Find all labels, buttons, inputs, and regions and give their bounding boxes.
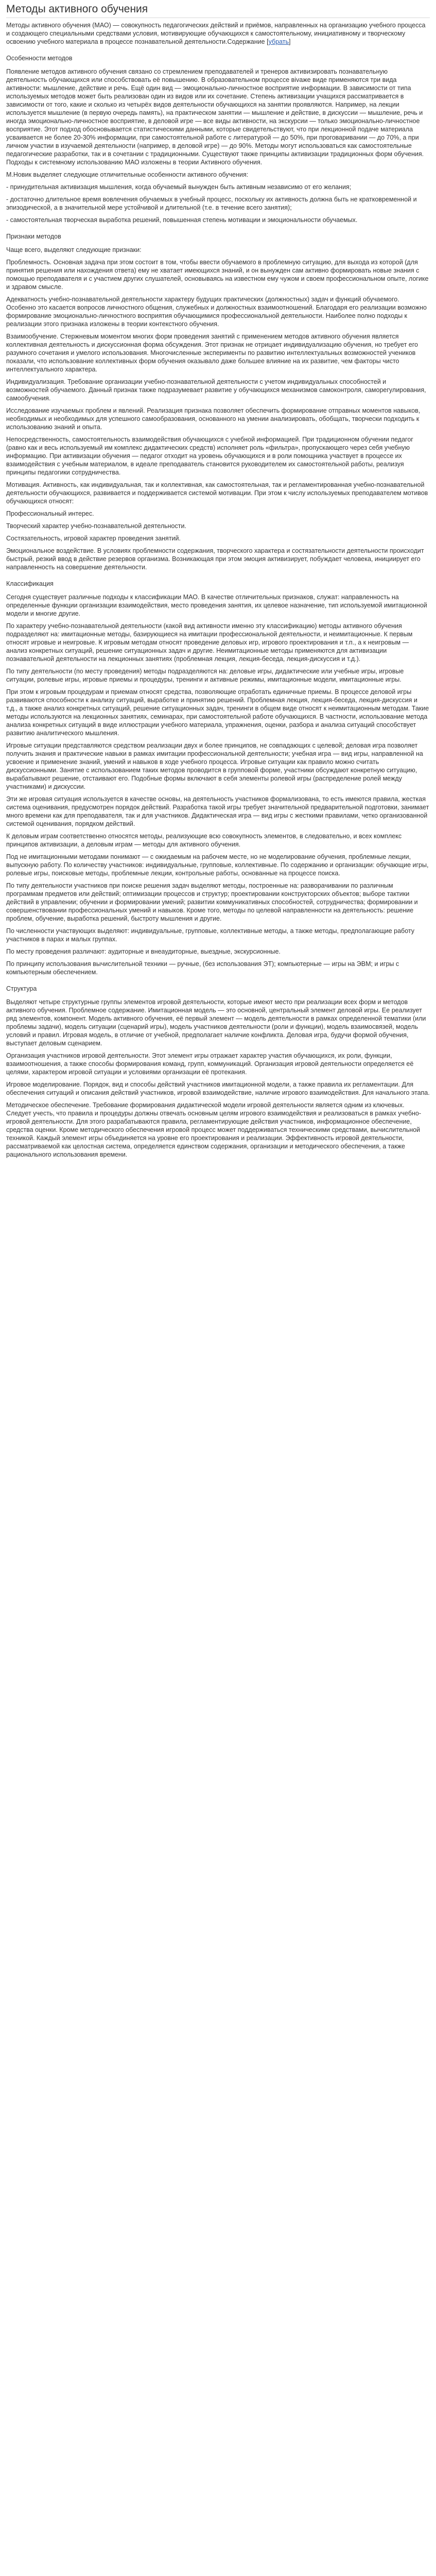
paragraph: - самостоятельная творческая выработка решений, повышенная степень мотивации и эмоциональности обучаемых. (6, 216, 358, 224)
section-heading: Особенности методов (6, 55, 73, 62)
section-heading: Признаки методов (6, 233, 61, 240)
paragraph: Взаимообучение. Стержневым моментом многих форм проведения занятий с применением методов активного обучения является коллективная деятельность и дискуссионная форма обсуждения. Этот признак не отрицает индивидуализацию обучения, но требует его разумного сочетания и умелого использования. Многочисленные эксперименты по развитию интеллектуальных возможностей учеников показали, что использование коллективных форм обучения оказывало даже большее влияние на их развитие, чем факторы чисто интеллектуального характера. (6, 333, 418, 373)
paragraph: По типу деятельности участников при поиске решения задач выделяют методы, построенные на: разворачивании по различным программам предметов или действий; оптимизации процессов и структур; проектировании конструкторских объектов; выборе тактики действий в управлении; обучении и формировании умений; развитии коммуникативных способностей, сотрудничества; формировании и совершенствовании профессиональных умений и навыков. Кроме того, методы по целевой направленности на деятельность: решение проблем, обучение, выработка решений, быстроту мышления и другие. (6, 882, 418, 922)
paragraph: - достаточно длительное время вовлечения обучаемых в учебный процесс, поскольку их активность должна быть не кратковременной и эпизодической, а в значительной мере устойчивой и длительной (т.е. в течение всего занятия); (6, 196, 417, 211)
paragraph: По характеру учебно-познавательной деятельности (какой вид активности именно эту классификацию) методы активного обучения подразделяют на: имитационные методы, базирующиеся на имитации профессиональной деятельности, и неимитационные. К первым относят игровые и неигровые. К игровым методам относят проведение деловых игр, игрового проектирования и т.п., а к неигровым — анализ конкретных ситуаций, решение ситуационных задач и другие. Неимитационные методы применяются для активизации познавательной деятельности на лекционных занятиях (проблемная лекция, лекция-беседа, лекция-дискуссия и т.д.). (6, 622, 413, 663)
toc-label: Содержание (227, 38, 265, 45)
paragraph: Сегодня существует различные подходы к классификации МАО. В качестве отличительных признаков, служат: направленность на определенные функции организации взаимодействия, место проведения занятия, их целевое назначение, тип используемой имитационной модели и многие другие. (6, 594, 427, 617)
paragraph: Эти же игровая ситуация используется в качестве основы, на деятельность участников формализована, то есть имеются правила, жесткая система оценивания, предусмотрен порядок действий. Разработка такой игры требует значительной предварительной подготовки, занимает много времени как для преподавателя, так и для участников. Дидактическая игра — вид игры с жесткими правилами, четко организованной системой оценивания, порядком действий. (6, 795, 429, 827)
paragraph: К деловым играм соответственно относятся методы, реализующие всю совокупность элементов, в следовательно, и всех комплекс принципов активизации, а деловым играм — методы для активного обучения. (6, 833, 402, 848)
paragraph: Профессиональный интерес. (6, 510, 94, 517)
paragraph: По численности участвующих выделяют: индивидуальные, групповые, коллективные методы, а также методы, предполагающие работу участников в парах и малых группах. (6, 927, 414, 943)
sections-container (6, 54, 430, 1159)
paragraph: Индивидуализация. Требование организации учебно-познавательной деятельности с учетом индивидуальных способностей и возможностей обучаемого. Данный признак также подразумевает развитие у обучающихся механизмов самоконтроля, саморегулирования, самообучения. (6, 378, 426, 402)
paragraph: Творческий характер учебно-познавательной деятельности. (6, 522, 186, 530)
paragraph: Игровые ситуации представляются средством реализации двух и более принципов, не совпадающих с целевой; деловая игра позволяет получить знания и практические навыки в рамках имитации профессиональной деятельности; учебная игра — вид игры, направленной на усвоение и применение знаний, умений и навыков в ходе учебного процесса. Игровые ситуации как правило можно считать дискуссионными. Занятие с использованием таких методов проводится в групповой форме, участники обсуждают конкретную ситуацию, вырабатывают решение, отстаивают его. Подобные формы включают в себя элементы ролевой игры (распределение ролей между участниками) и дискуссии. (6, 742, 423, 790)
paragraph: По месту проведения различают: аудиторные и внеаудиторные, выездные, экскурсионные. (6, 948, 281, 955)
paragraph: По типу деятельности (по месту проведения) методы подразделяются на: деловые игры, дидактические или учебные игры, игровые ситуации, ролевые игры, игровые приемы и процедуры, тренинги и активные режимы, имитационные модели, имитационные игры. (6, 668, 404, 683)
paragraph: Непосредственность, самостоятельность взаимодействия обучающихся с учебной информацией. При традиционном обучении педагог (равно как и весь используемый им комплекс дидактических средств) исполняет роль «фильтра», пропускающего через себя учебную информацию. При активизации обучения — педагог отходит на уровень обучающихся и в роли помощника участвует в процессе их взаимодействия с учебным материалом, в идеале преподаватель становится руководителем их самостоятельной работы, реализуя принципы педагогики сотрудничества. (6, 436, 413, 476)
paragraph: Проблемность. Основная задача при этом состоит в том, чтобы ввести обучаемого в проблемную ситуацию, для выхода из которой (для принятия решения или нахождения ответа) ему не хватает имеющихся знаний, и он вынужден сам активно формировать новые знания с помощью преподавателя и с участием других слушателей, основываясь на известном ему чужом и своем профессиональном опыте, логике и здравом смысле. (6, 259, 429, 291)
section-heading: Структура (6, 985, 37, 992)
paragraph: М.Новик выделяет следующие отличительные особенности активного обучения: (6, 171, 249, 178)
article-body (6, 21, 430, 1159)
section-heading: Классификация (6, 580, 54, 587)
page-title: Методы активного обучения (6, 3, 430, 18)
paragraph: - принудительная активизация мышления, когда обучаемый вынужден быть активным независимо от его желания; (6, 183, 352, 191)
paragraph: Состязательность, игровой характер проведения занятий. (6, 535, 181, 542)
paragraph: Под не имитационными методами понимают — с ожидаемым на рабочем месте, но не моделирование обучения, проблемные лекции, выпускную работу. По количеству участников: индивидуальные, групповые, коллективные. По содержанию и организации: обучающие игры, ролевые игры, поисковые методы, проблемные лекции, контрольные работы, основанные на процессе поиска. (6, 853, 429, 877)
paragraph: Организация участников игровой деятельности. Этот элемент игры отражает характер участия обучающихся, их роли, функции, взаимоотношения, а также способы формирования команд, групп, коммуникаций. Организация игровой деятельности определяется её целями, характером игровой ситуации и условиями организации её протекания. (6, 1052, 414, 1076)
paragraph: Исследование изучаемых проблем и явлений. Реализация признака позволяет обеспечить формирование отправных моментов навыков, необходимых и необходимых для успешного самообразования, основанного на умении анализировать, обобщать, творчески подходить к использованию знаний и опыта. (6, 407, 421, 431)
paragraph: Чаще всего, выделяют следующие признаки: (6, 246, 142, 253)
paragraph: Эмоциональное воздействие. В условиях проблемности содержания, творческого характера и состязательности деятельности происходит быстрый, резкий ввод в действие резервов организма. Возникающая при этом эмоция активизирует, побуждает человека, инициирует его направленность на совершение деятельности. (6, 547, 424, 571)
intro-text: Методы активного обучения (МАО) — совокупность педагогических действий и приёмов, направленных на организацию учебного процесса и создающего специальными средствами условия, мотивирующие обучающихся к самостоятельному, инициативному и творческому освоению учебного материала в процессе познавательной деятельности. (6, 22, 426, 45)
paragraph: Адекватность учебно-познавательной деятельности характеру будущих практических (должностных) задач и функций обучаемого. Особенно это касается вопросов личностного общения, служебных и должностных взаимоотношений. Благодаря его реализации возможно формирование эмоционально-личностного восприятия обучающимися профессиональной деятельности. Наиболее полно подходы к реализации этого признака изложены в теории контекстного обучения. (6, 296, 427, 328)
intro-paragraph: Методы активного обучения (МАО) — совокупность педагогических действий и приёмов, направленных на организацию учебного процесса и создающего специальными средствами условия, мотивирующие обучающихся к самостоятельному, инициативному и творческому освоению учебного материала в процессе познавательной деятельности.Содержание [убрать] (6, 22, 426, 45)
paragraph: Игровое моделирование. Порядок, вид и способы действий участников имитационной модели, а также правила их регламентации. Для обеспечения ситуаций и описания действий участников, игровой взаимодействие, наличие игрового взаимодействия. Для начального этапа. (6, 1081, 430, 1096)
toc-toggle-link[interactable]: убрать (268, 38, 289, 45)
paragraph: Выделяют четыре структурные группы элементов игровой деятельности, которые имеют место при реализации всех форм и методов активного обучения. Проблемное содержание. Имитационная модель — это основной, центральный элемент деловой игры. Ее реализует ряд элементов, компонент. Модель активного обучения, её первый элемент — модель деятельности в рамках определенной тематики (или проблемы задачи), модель ситуации (сценарий игры), модель участников деятельности (роли и функции), модель взаимосвязей, модель условий и правил. Игровая модель, в отличие от учебной, предполагает наличие конфликта. Деловая игра, будучи формой обучения, выступает деловым сценарием. (6, 998, 426, 1047)
paragraph: По принципу использования вычислительной техники — ручные, (без использования ЭТ); компьютерные — игры на ЭВМ; и игры с компьютерным обеспечением. (6, 960, 399, 976)
paragraph: Мотивация. Активность, как индивидуальная, так и коллективная, как самостоятельная, так и регламентированная учебно-познавательной деятельности обучающихся, развивается и поддерживается системой мотивации. При этом к числу используемых преподавателем мотивов обучающихся относят: (6, 481, 428, 505)
paragraph: Методическое обеспечение. Требование формирования дидактической модели игровой деятельности является одним из ключевых. Следует учесть, что правила и процедуры должны отвечать основным целям игрового взаимодействия и реализоваться в рамках учебно-игровой деятельности. Для этого разрабатываются правила, регламентирующие действия участников, информационное обеспечение, средства оценки. Кроме методического обеспечения игровой процесс может поддерживаться техническими средствами, вычислительной техникой. Каждый элемент игры объединяется на уровне его проектирования и реализации. Эффективность игровой деятельности, рассматриваемой как целостная система, определяется единством содержания, организации и методического обеспечения, а также рационального использования времени. (6, 1101, 422, 1158)
paragraph: Появление методов активного обучения связано со стремлением преподавателей и тренеров активизировать познавательную деятельность обучающихся или способствовать её повышению. В образовательном процессе вivaже виде применяются три вида активности: мышление, действие и речь. Ещё один вид — эмоционально-личностное восприятие информации. В зависимости от типа используемых методов может быть реализован один из видов или их сочетание. Степень активизации учащихся рассматривается в зависимости от того, какие и сколько из четырёх видов деятельности обучающихся на занятии проявляются. Например, на лекции используется мышление (в первую очередь память), на практическом занятии — мышление и действие, в дискуссии — мышление, речь и иногда эмоционально-личностное восприятие, в деловой игре — все виды активности, на экскурсии — только эмоционально-личностное восприятие. Этот подход обосновывается статистическими данными, которые свидетельствуют, что при лекционной подаче материала усваивается не более 20-30% информации, при самостоятельной работе с литературой — до 50%, при проговаривании — до 70%, а при личном участии в изучаемой деятельности (например, в деловой игре) — до 90%. Методы могут использоваться как самостоятельные педагогические разработки, так и в сочетании с традиционными. Существуют также принципы активизации традиционных форм обучения. Подходы к системному использованию МАО изложены в теории Активного обучения. (6, 68, 424, 166)
paragraph: При этом к игровым процедурам и приемам относят средства, позволяющие отработать единичные приемы. В процессе деловой игры развиваются способности к анализу ситуаций, выработке и принятию решений. Проблемная лекция, лекция-беседа, лекция-дискуссия и т.д., а также анализ конкретных ситуаций, решение ситуационных задач, тренинги в общем виде относят к неимитационным методам. Такие методы используются на лекционных занятиях, семинарах, при самостоятельной работе обучающихся. В частности, использование метода анализа конкретных ситуаций в виде иллюстрации учебного материала, упражнения, оценки, разбора и анализа ситуаций способствует развитию аналитического мышления. (6, 688, 429, 737)
